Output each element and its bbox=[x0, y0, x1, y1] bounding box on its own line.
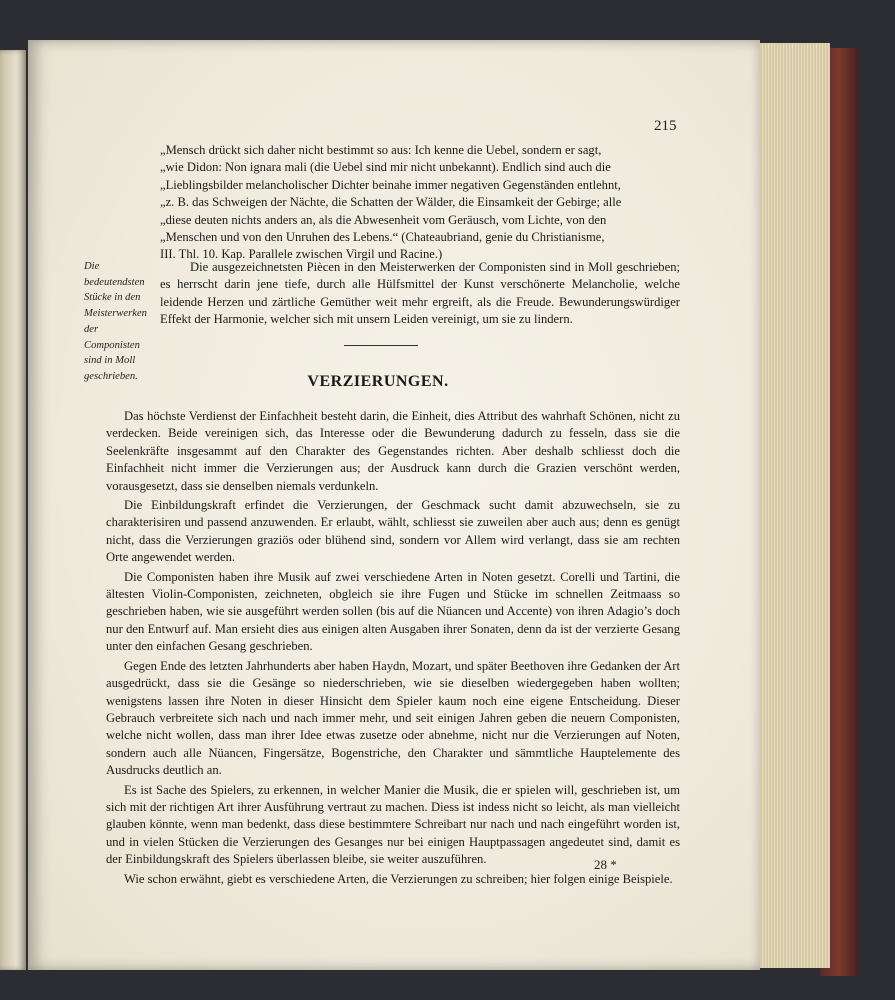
paragraph: Gegen Ende des letzten Jahrhunderts aber haben Haydn, Mozart, und später Beethoven ihre Gedanken der Art ausgedrückt, dass sie die Gesänge so niederschrieben, wie sie dieselben wiedergegeben haben wollten; wenigstens lassen ihre Noten in dieser Hinsicht dem Spieler kaum noch eine eigene Entscheidung. Dieser Gebrauch verbreitete sich nach und nach immer mehr, und seit einigen Jahren geben die neuern Componisten, welche nicht wollen, dass man ihrer Idee etwas zusetze oder abnehme, nicht nur die Verzierungen auf Noten, sondern auch alle Nüancen, Fingersätze, Bogenstriche, den Charakter und sämmtliche Hauptelemente des Ausdrucks deutlich an. bbox=[106, 658, 680, 778]
section-divider bbox=[344, 345, 418, 346]
paragraph: Die Componisten haben ihre Musik auf zwei verschiedene Arten in Noten gesetzt. Corelli und Tartini, die ältesten Violin-Componisten, zeichneten, obgleich sie ihre Fugen und Stücke im schnellen Zeitmaass so geschrieben haben, wie sie ausgeführt werden sollen (bis auf die Nüancen und Accente) von ihren Adagio’s doch nur den Entwurf auf. Man ersieht dies aus einigen alten Ausgaben ihrer Sonaten, denn da ist der verzierte Gesang unter den einfachen Gesang geschrieben. bbox=[106, 569, 680, 654]
page-number: 215 bbox=[654, 118, 677, 134]
intro-paragraph bbox=[160, 259, 680, 329]
book-page bbox=[28, 40, 760, 970]
quote-line: „diese deuten nichts anders an, als die Abwesenheit vom Geräusch, vom Lichte, von den bbox=[160, 212, 607, 227]
paragraph: Es ist Sache des Spielers, zu erkennen, in welcher Manier die Musik, die er spielen will, geschrieben ist, um sich mit der richtigen Art ihrer Ausführung vertraut zu machen. Diess ist indess nicht so leicht, als man vielleicht glauben könnte, wenn man bedenkt, dass diese bestimmtere Schreibart nur nach und nach eingeführt worden ist, und in vielen Stücken die Verzierungen des Gesanges nur bei einigen Hauptpassagen angedeutet sind, damit es der Einbildungskraft des Spielers überlassen bleibe, sie weiter auszuführen. bbox=[106, 782, 680, 867]
page-block-edges bbox=[750, 43, 830, 968]
book bbox=[0, 38, 862, 976]
body-text bbox=[106, 408, 680, 890]
section-heading: VERZIERUNGEN. bbox=[307, 373, 449, 390]
quote-line: „z. B. das Schweigen der Nächte, die Schatten der Wälder, die Einsamkeit der Gebirge; alle bbox=[160, 195, 622, 210]
left-page-edge bbox=[0, 50, 26, 970]
quote-line: III. Thl. 10. Kap. Parallele zwischen Virgil und Racine.) bbox=[160, 247, 443, 262]
paragraph: Das höchste Verdienst der Einfachheit besteht darin, die Einheit, dies Attribut des wahrhaft Schönen, nicht zu verdecken. Beide vereinigen sich, das Interesse oder die Bewunderung dadurch zu fesseln, dass sie die Seelenkräfte insgesammt auf den Charakter des Gegenstandes richten. Aber deshalb schliesst doch die Einfachheit nicht immer die Verzierungen aus; der Ausdruck kann durch die Grazien verschönt werden, vorausgesetzt, dass sie denselben niemals verdunkeln. bbox=[106, 409, 680, 493]
paragraph: Die Einbildungskraft erfindet die Verzierungen, der Geschmack sucht damit abzuwechseln, sie zu charakterisiren und passend anzuwenden. Er erlaubt, wählt, schliesst sie zuweilen aber auch aus; denn es genügt nicht, dass die Verzierungen graziös oder blühend sind, sondern vor Allem wird verlangt, dass sie am rechten Orte angewendet werden. bbox=[106, 498, 680, 565]
intro-text: Die ausgezeichnetsten Piècen in den Meisterwerken der Componisten sind in Moll geschrieben; es herrscht darin jene tiefe, durch alle Hülfsmittel der Kunst verschönerte Melancholie, welche leidende Herzen und zärtliche Gemüther weit mehr ergreift, als die Freude. Bewunderungswürdiger Effekt der Harmonie, welcher sich mit unsern Leiden vereinigt, um sie zu lindern. bbox=[160, 260, 680, 327]
quote-line: „wie Didon: Non ignara mali (die Uebel sind mir nicht unbekannt). Endlich sind auch die bbox=[160, 160, 611, 175]
quote-line: „Menschen und von den Unruhen des Lebens.“ (Chateaubriand, genie du Christianisme, bbox=[160, 230, 605, 245]
quote-block bbox=[160, 142, 680, 264]
quote-line: „Lieblingsbilder melancholischer Dichter beinahe immer negativen Gegenständen entlehnt, bbox=[160, 177, 621, 192]
paragraph: Wie schon erwähnt, giebt es verschiedene Arten, die Verzierungen zu schreiben; hier folgen einige Beispiele. bbox=[124, 871, 673, 886]
signature-mark: 28 * bbox=[594, 857, 617, 872]
quote-line: „Mensch drückt sich daher nicht bestimmt so aus: Ich kenne die Uebel, sondern er sagt, bbox=[160, 143, 602, 157]
margin-note: Die bedeutendsten Stücke in den Meisterwerken der Componisten sind in Moll geschrieben. bbox=[84, 261, 147, 382]
